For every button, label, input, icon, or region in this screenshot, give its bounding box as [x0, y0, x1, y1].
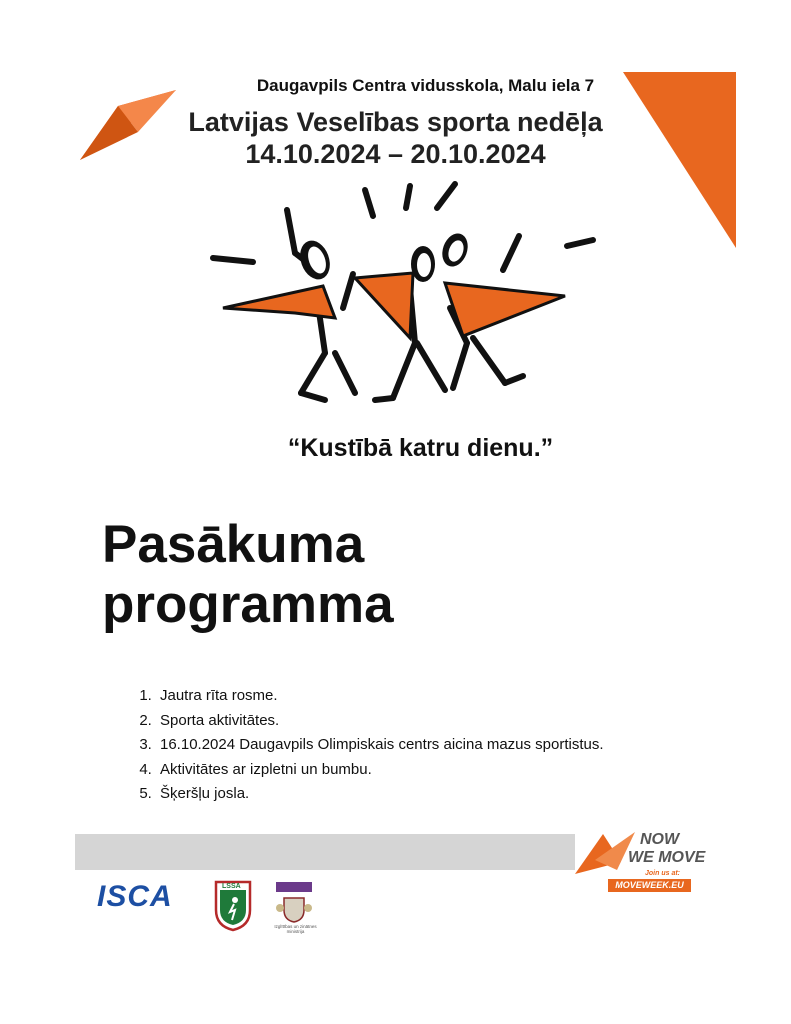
nowwemove-line2: WE MOVE	[628, 849, 706, 866]
list-item: 2. Sporta aktivitātes.	[156, 709, 604, 734]
school-address: Daugavpils Centra vidusskola, Malu iela 7	[256, 76, 595, 95]
list-item: 3. 16.10.2024 Daugavpils Olimpiskais centrs aicina mazus sportistus.	[156, 733, 604, 758]
ministry-logo-text: Izglītības un zinātnes ministrija	[274, 924, 317, 934]
isca-logo: ISCA	[97, 880, 173, 913]
list-item: 1. Jautra rīta rosme.	[156, 684, 604, 709]
ministry-emblem-icon	[274, 882, 314, 924]
nowwemove-line1: NOW	[640, 831, 680, 848]
event-title	[0, 106, 791, 170]
program-heading	[102, 515, 394, 635]
nowwemove-url: MOVEWEEK.EU	[608, 879, 691, 892]
dancing-figures-illustration	[205, 178, 605, 413]
slogan: “Kustībā katru dienu.”	[287, 434, 554, 462]
list-item: 4. Aktivitātes ar izpletni un bumbu.	[156, 758, 604, 783]
program-heading-line2: programma	[102, 575, 394, 634]
nowwemove-join: Join us at:	[645, 870, 681, 877]
event-dates: 14.10.2024 – 20.10.2024	[245, 139, 546, 169]
event-title-line1: Latvijas Veselības sporta nedēļa	[188, 107, 603, 137]
program-list	[114, 684, 604, 807]
lssa-logo-text: LSSA	[222, 883, 241, 890]
list-item: 5. Šķeršļu josla.	[156, 782, 604, 807]
program-heading-line1: Pasākuma	[102, 515, 365, 574]
footer-gray-bar	[75, 834, 575, 870]
